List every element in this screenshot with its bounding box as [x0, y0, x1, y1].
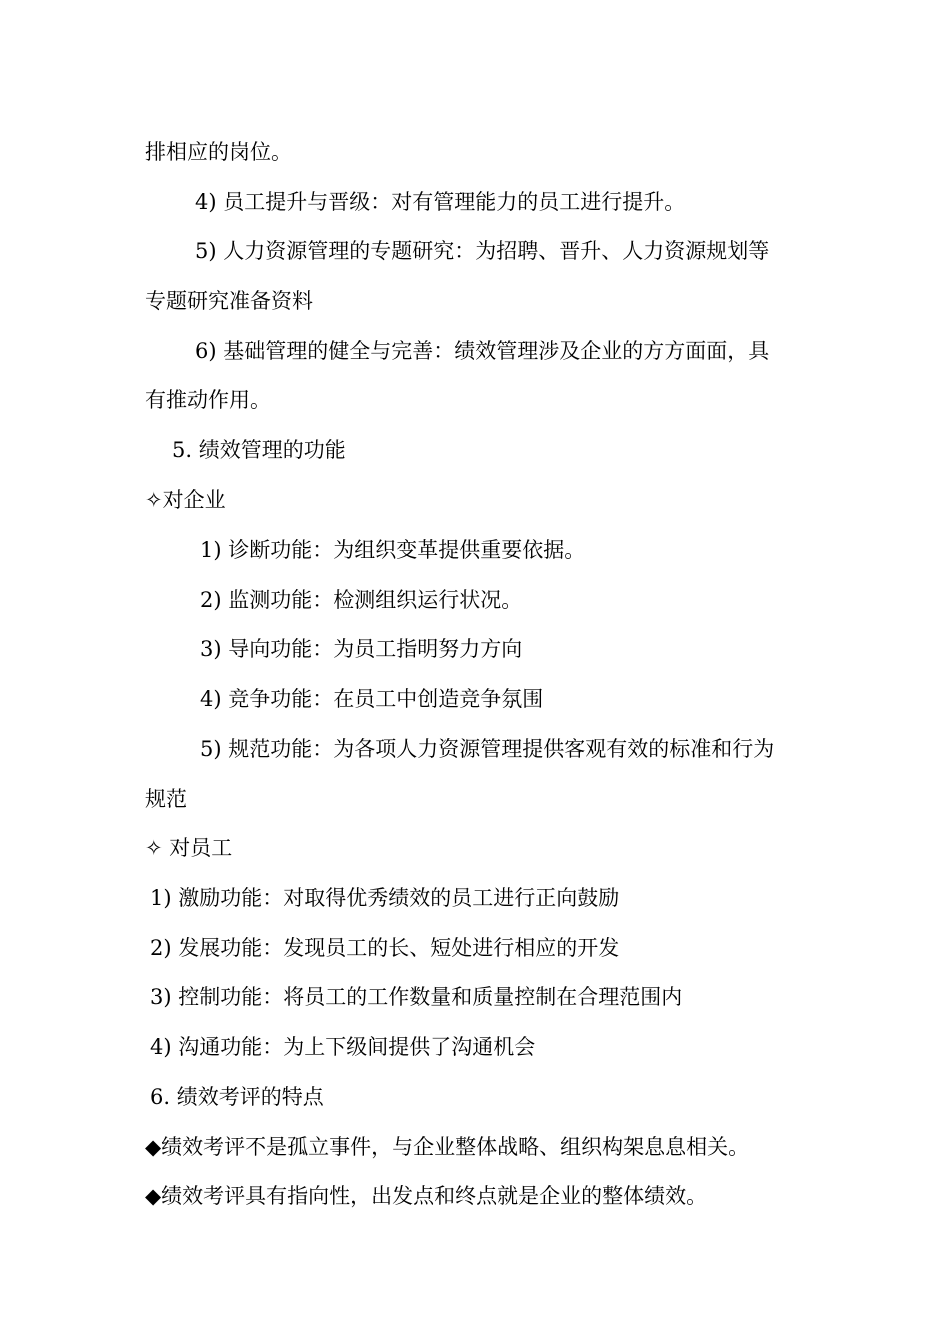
text-line-enterprise-4: 4) 竞争功能：在员工中创造竞争氛围: [200, 687, 544, 711]
text-line-item-4: 4) 员工提升与晋级：对有管理能力的员工进行提升。: [195, 190, 686, 214]
text-line-enterprise-5: 5) 规范功能：为各项人力资源管理提供客观有效的标准和行为: [200, 737, 775, 761]
text-line-employee-2: 2) 发展功能：发现员工的长、短处进行相应的开发: [150, 936, 620, 960]
text-line-item-5-cont: 专题研究准备资料: [145, 289, 313, 313]
subheading-employee: ✧ 对员工: [145, 836, 233, 860]
text-line-item-6: 6) 基础管理的健全与完善：绩效管理涉及企业的方方面面，具: [195, 339, 770, 363]
text-line-item-5: 5) 人力资源管理的专题研究：为招聘、晋升、人力资源规划等: [195, 239, 770, 263]
text-line-continuation: 排相应的岗位。: [145, 140, 292, 164]
text-line-employee-3: 3) 控制功能：将员工的工作数量和质量控制在合理范围内: [150, 985, 683, 1009]
text-line-enterprise-1: 1) 诊断功能：为组织变革提供重要依据。: [200, 538, 586, 562]
text-line-employee-4: 4) 沟通功能：为上下级间提供了沟通机会: [150, 1035, 536, 1059]
section-heading-5: 5. 绩效管理的功能: [172, 438, 346, 462]
bullet-line-1: ◆绩效考评不是孤立事件，与企业整体战略、组织构架息息相关。: [145, 1135, 750, 1159]
text-line-enterprise-5-cont: 规范: [145, 787, 187, 811]
text-line-employee-1: 1) 激励功能：对取得优秀绩效的员工进行正向鼓励: [150, 886, 620, 910]
text-line-enterprise-2: 2) 监测功能：检测组织运行状况。: [200, 588, 523, 612]
subheading-enterprise: ✧对企业: [145, 488, 226, 512]
bullet-line-2: ◆绩效考评具有指向性，出发点和终点就是企业的整体绩效。: [145, 1184, 708, 1208]
text-line-enterprise-3: 3) 导向功能：为员工指明努力方向: [200, 637, 523, 661]
section-heading-6: 6. 绩效考评的特点: [150, 1085, 324, 1109]
text-line-item-6-cont: 有推动作用。: [145, 388, 271, 412]
